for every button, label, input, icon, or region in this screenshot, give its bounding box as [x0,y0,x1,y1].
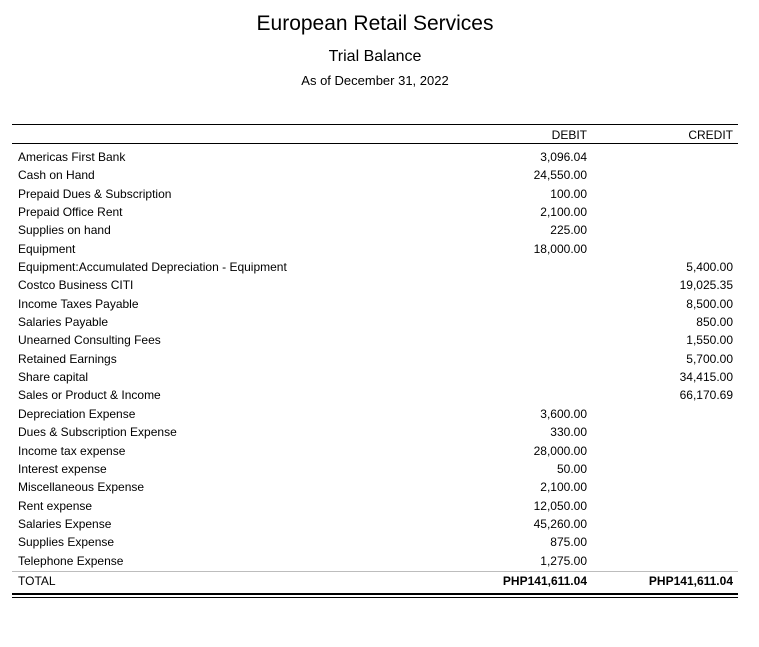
account-name: Supplies Expense [18,535,115,550]
account-name: Costco Business CITI [18,278,134,293]
account-name: Unearned Consulting Fees [18,333,161,348]
report-date: As of December 31, 2022 [301,73,449,88]
debit-amount: 330.00 [550,425,587,440]
debit-amount: 18,000.00 [533,241,587,256]
account-name: Sales or Product & Income [18,388,161,403]
table-row [12,515,738,533]
account-name: Income Taxes Payable [18,296,139,311]
trial-balance-table [12,124,738,598]
debit-amount: 3,096.04 [540,150,587,164]
table-row [12,552,738,570]
total-label: TOTAL [18,573,56,588]
account-name: Salaries Payable [18,315,109,330]
table-row [12,295,738,313]
account-name: Depreciation Expense [18,406,136,421]
credit-amount: 34,415.00 [679,370,733,385]
credit-column-header: CREDIT [688,128,733,142]
table-row [12,276,738,294]
table-row [12,533,738,551]
total-double-rule [12,593,738,598]
credit-amount: 5,700.00 [686,351,733,366]
table-row [12,497,738,515]
account-name: Rent expense [18,498,93,513]
table-row [12,350,738,368]
debit-amount: 1,275.00 [540,553,587,568]
account-name: Salaries Expense [18,516,112,531]
debit-amount: 2,100.00 [540,480,587,495]
account-name: Income tax expense [18,443,126,458]
credit-amount: 5,400.00 [686,260,733,275]
debit-amount: 100.00 [550,186,587,201]
credit-amount: 66,170.69 [679,388,733,403]
credit-amount: 850.00 [696,315,733,330]
account-name: Cash on Hand [18,168,95,183]
debit-amount: 875.00 [550,535,587,550]
report-title: Trial Balance [328,48,422,65]
account-name: Equipment [18,241,76,256]
table-row [12,442,738,460]
account-name: Equipment:Accumulated Depreciation - Equipment [18,260,287,275]
account-name: Supplies on hand [18,223,111,238]
debit-amount: 3,600.00 [540,406,587,421]
account-name: Share capital [18,370,89,385]
table-row [12,258,738,276]
table-row [12,368,738,386]
account-name: Prepaid Office Rent [18,205,123,220]
account-name: Retained Earnings [18,351,117,366]
account-name: Americas First Bank [18,150,126,164]
total-credit: PHP141,611.04 [648,573,733,588]
table-row [12,166,738,184]
account-name: Prepaid Dues & Subscription [18,186,172,201]
total-debit: PHP141,611.04 [502,573,587,588]
table-row [12,221,738,239]
total-row [12,571,738,590]
table-row [12,423,738,441]
debit-amount: 225.00 [550,223,587,238]
table-row [12,185,738,203]
account-name: Miscellaneous Expense [18,480,145,495]
account-name: Interest expense [18,461,107,476]
debit-amount: 45,260.00 [533,516,587,531]
debit-column-header: DEBIT [551,128,587,142]
company-name: European Retail Services [256,12,494,35]
account-name: Telephone Expense [18,553,124,568]
account-rows [12,148,738,570]
table-row [12,240,738,258]
credit-amount: 19,025.35 [679,278,733,293]
table-row [12,478,738,496]
debit-amount: 12,050.00 [533,498,587,513]
credit-amount: 8,500.00 [686,296,733,311]
credit-amount: 1,550.00 [686,333,733,348]
debit-amount: 50.00 [556,461,587,476]
table-row [12,203,738,221]
table-row [12,405,738,423]
debit-amount: 2,100.00 [540,205,587,220]
debit-amount: 28,000.00 [533,443,587,458]
account-name: Dues & Subscription Expense [18,425,177,440]
column-header-row [12,125,738,144]
table-row [12,460,738,478]
table-row [12,313,738,331]
table-row [12,386,738,404]
table-row [12,331,738,349]
debit-amount: 24,550.00 [533,168,587,183]
table-row [12,148,738,166]
